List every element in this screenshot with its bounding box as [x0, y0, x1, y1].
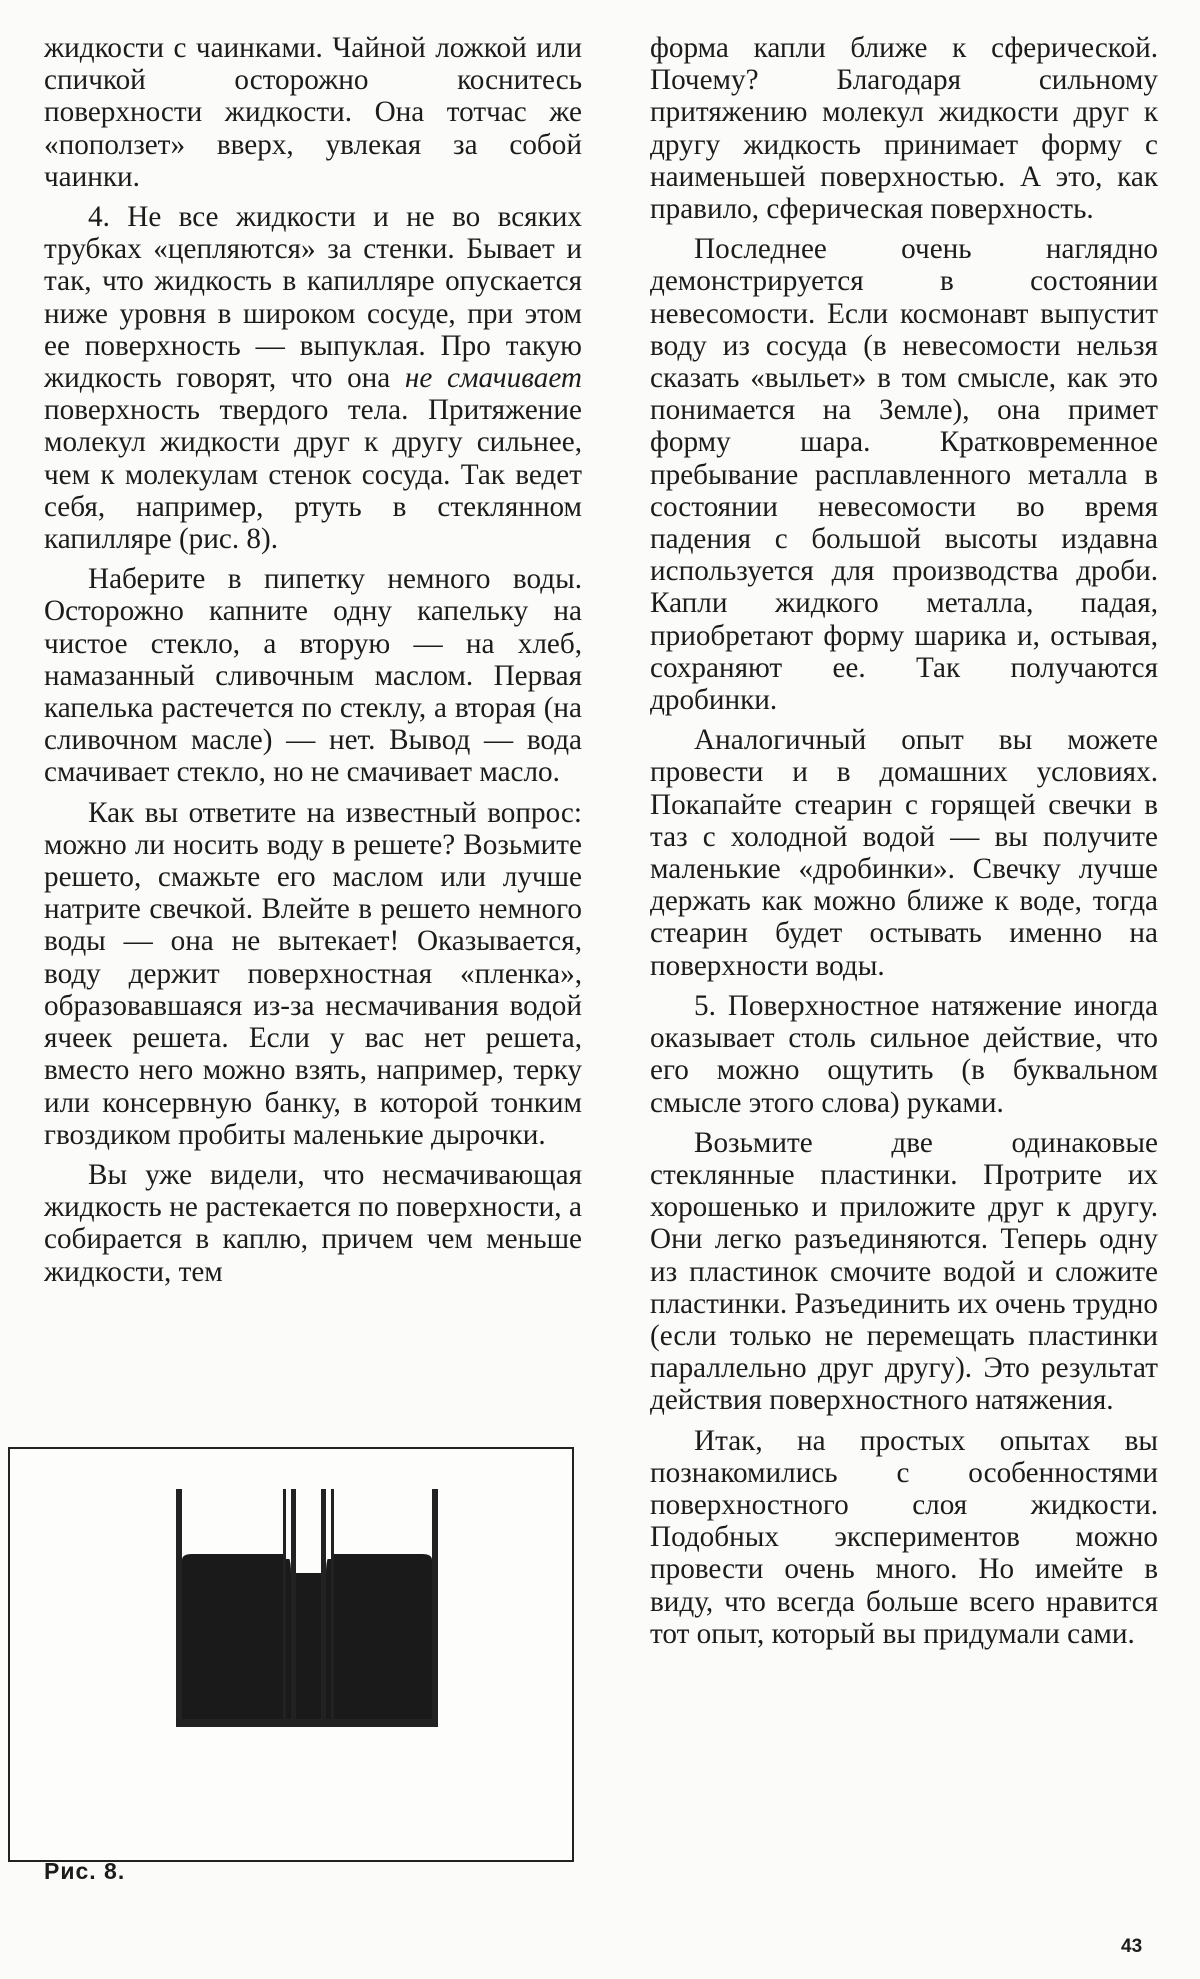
glass-gap — [327, 1489, 331, 1559]
right-text-column — [650, 32, 1158, 1650]
text-run: поверхность твердого тела. Притяжение молекул жидкости друг к другу сильнее, чем к молекулам стенок сосуда. Так ведет себя, например, ртуть в стеклянном капилляре (рис. 8). — [44, 394, 582, 556]
paragraph: Наберите в пипетку немного воды. Осторожно капните одну капельку на чистое стекло, а вторую — на хлеб, намазанный сливочным маслом. Первая капелька растечется по стеклу, а вторая (на сливочном масле) — нет. Вывод — вода смачивает стекло, но не смачивает масло. — [44, 563, 582, 789]
paragraph: 5. Поверхностное натяжение иногда оказывает столь сильное действие, что его можно ощутить (в буквальном смысле этого слова) руками. — [650, 989, 1158, 1119]
vessel-right-wall — [432, 1489, 438, 1724]
glass-edge — [283, 1489, 286, 1724]
paragraph: Итак, на простых опытах вы познакомились с особенностями поверхностного слоя жидкости. Подобных экспериментов можно провести очень много. Но имейте в виду, что всегда больше всего нравится тот опыт, который вы придумали сами. — [650, 1424, 1158, 1650]
vessel-bottom — [176, 1719, 438, 1727]
vessel-left-wall — [176, 1489, 182, 1724]
paragraph: форма капли ближе к сферической. Почему? Благодаря сильному притяжению молекул жидкости друг к другу жидкость принимает форму с наименьшей поверхностью. А это, как правило, сферическая поверхность. — [650, 32, 1158, 226]
paragraph: Вы уже видели, что несмачивающая жидкость не растекается по поверхности, а собирается в каплю, причем чем меньше жидкости, тем — [44, 1158, 582, 1288]
capillary-illustration — [10, 1449, 572, 1860]
emphasis-text: не смачивает — [404, 362, 582, 395]
glass-gap — [286, 1489, 290, 1559]
text-run: 4. Не все жидкости и не во всяких трубках «цепляются» за стенки. Бывает и так, что жидкость в капилляре опускается ниже уровня в широком сосуде, при этом ее поверхность — выпуклая. Про такую жидкость говорят, что она — [44, 201, 582, 395]
capillary-right-wall — [321, 1489, 326, 1724]
figure-caption: Рис. 8. — [44, 1858, 126, 1884]
paragraph — [44, 201, 582, 555]
paragraph: жидкости с чаинками. Чайной ложкой или спичкой осторожно коснитесь поверхности жидкости. Она тотчас же «поползет» вверх, увлекая за собой чаинки. — [44, 32, 582, 193]
page-number: 43 — [1121, 1936, 1143, 1957]
figure-8-mercury-capillary — [8, 1447, 574, 1862]
glass-edge — [331, 1489, 334, 1724]
paragraph: Как вы ответите на известный вопрос: можно ли носить воду в решете? Возьмите решето, смажьте его маслом или лучше натрите свечкой. Влейте в решето немного воды — она не вытекает! Оказывается, воду держит поверхностная «пленка», образовавшаяся из-за несмачивания водой ячеек решета. Если у вас нет решета, вместо него можно взять, например, терку или консервную банку, в которой тонким гвоздиком пробиты маленькие дырочки. — [44, 796, 582, 1151]
paragraph: Аналогичный опыт вы можете провести и в домашних условиях. Покапайте стеарин с горящей свечки в таз с холодной водой — вы получите маленькие «дробинки». Свечку лучше держать как можно ближе к воде, тогда стеарин будет остывать именно на поверхности воды. — [650, 724, 1158, 982]
left-text-column — [44, 32, 582, 1288]
capillary-mercury — [296, 1578, 321, 1724]
capillary-left-wall — [291, 1489, 296, 1724]
paragraph: Возьмите две одинаковые стеклянные пластинки. Протрите их хорошенько и приложите друг к другу. Они легко разъединяются. Теперь одну из пластинок смочите водой и сложите пластинки. Разъединить их очень трудно (если только не перемещать пластинки параллельно друг другу). Это результат действия поверхностного натяжения. — [650, 1126, 1158, 1417]
paragraph: Последнее очень наглядно демонстрируется в состоянии невесомости. Если космонавт выпустит воду из сосуда (в невесомости нельзя сказать «выльет» в том смысле, как это понимается на Земле), она примет форму шара. Кратковременное пребывание расплавленного металла в состоянии невесомости во время падения с большой высоты издавна используется для производства дроби. Капли жидкого металла, падая, приобретают форму шарика и, остывая, сохраняют ее. Так получаются дробинки. — [650, 233, 1158, 717]
